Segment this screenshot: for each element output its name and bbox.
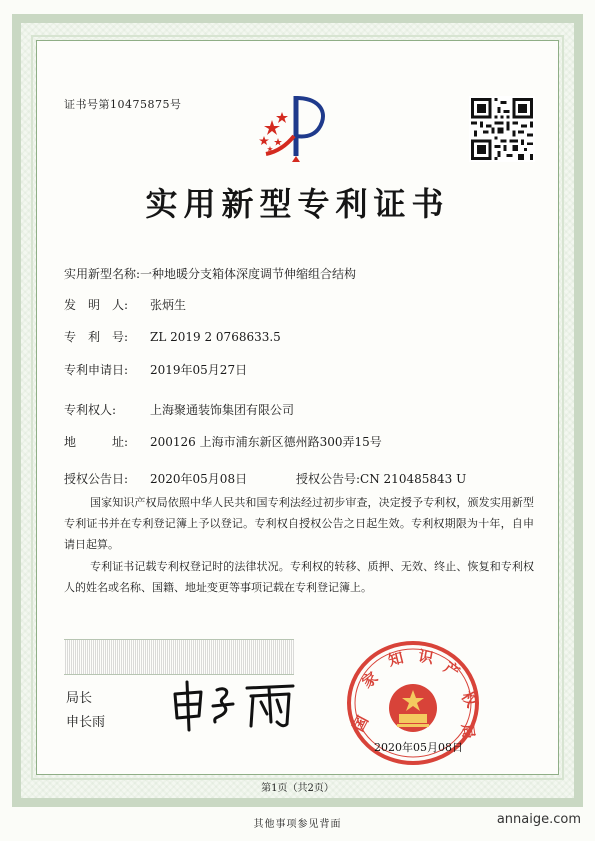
document-barcode — [64, 639, 294, 675]
field-label: 专利权人: — [64, 403, 117, 417]
field-label: 专 利 号: — [64, 330, 129, 344]
signatory-name: 申长雨 — [66, 715, 106, 730]
handwritten-signature — [165, 676, 305, 732]
svg-text:国: 国 — [349, 712, 373, 735]
field-label: 实用新型名称: — [64, 267, 141, 281]
cnipa-logo-icon — [256, 90, 328, 166]
body-paragraph-legal-status: 专利证书记载专利权登记时的法律状况。专利权的转移、质押、无效、终止、恢复和专利权人的姓名或名称、国籍、地址变更等事项记载在专利登记簿上。 — [64, 560, 534, 594]
field-value: 上海聚通装饰集团有限公司 — [150, 403, 295, 417]
certificate-number: 证书号第10475875号 — [64, 98, 182, 111]
certificate-title: 实用新型专利证书 — [145, 185, 450, 223]
svg-text:权: 权 — [457, 688, 481, 711]
field-value: ZL 2019 2 0768633.5 — [150, 330, 281, 344]
field-publication-number — [296, 470, 466, 487]
field-value: 2020年05月08日 — [150, 472, 248, 486]
qr-code-icon — [469, 96, 535, 162]
field-filing-date — [64, 361, 247, 378]
body-paragraph-grant: 国家知识产权局依照中华人民共和国专利法经过初步审查，决定授予专利权，颁发实用新型专利证书并在专利登记簿上予以登记。专利权自授权公告之日起生效。专利权期限为十年，自申请日起算。 — [64, 496, 534, 551]
field-value: 200126 上海市浦东新区德州路300弄15号 — [150, 435, 382, 449]
footer-note: 其他事项参见背面 — [253, 819, 342, 830]
grant-date: 2020年05月08日 — [374, 741, 463, 754]
svg-text:产: 产 — [440, 658, 464, 682]
svg-text:局: 局 — [457, 722, 478, 740]
field-label: 专利申请日: — [64, 363, 129, 377]
field-publication-date — [64, 470, 247, 487]
field-label: 地 址: — [64, 435, 129, 449]
field-label: 发 明 人: — [64, 298, 129, 312]
field-label: 授权公告号: — [296, 472, 361, 486]
field-patent-number — [64, 328, 281, 345]
field-address — [64, 433, 382, 450]
field-utility-model-name — [64, 265, 356, 282]
watermark-text: annaige.com — [496, 812, 581, 827]
field-value: CN 210485843 U — [360, 472, 467, 486]
signatory-title: 局长 — [66, 691, 93, 706]
field-patentee — [64, 401, 294, 418]
field-value: 一种地暖分支箱体深度调节伸缩组合结构 — [140, 267, 357, 281]
field-label: 授权公告日: — [64, 472, 129, 486]
svg-text:知: 知 — [386, 648, 406, 670]
page-indicator: 第1页（共2页） — [261, 783, 334, 794]
field-inventor — [64, 296, 186, 313]
field-value: 张炳生 — [150, 298, 187, 312]
svg-text:识: 识 — [416, 646, 435, 668]
svg-text:家: 家 — [358, 668, 382, 692]
field-value: 2019年05月27日 — [150, 363, 248, 377]
